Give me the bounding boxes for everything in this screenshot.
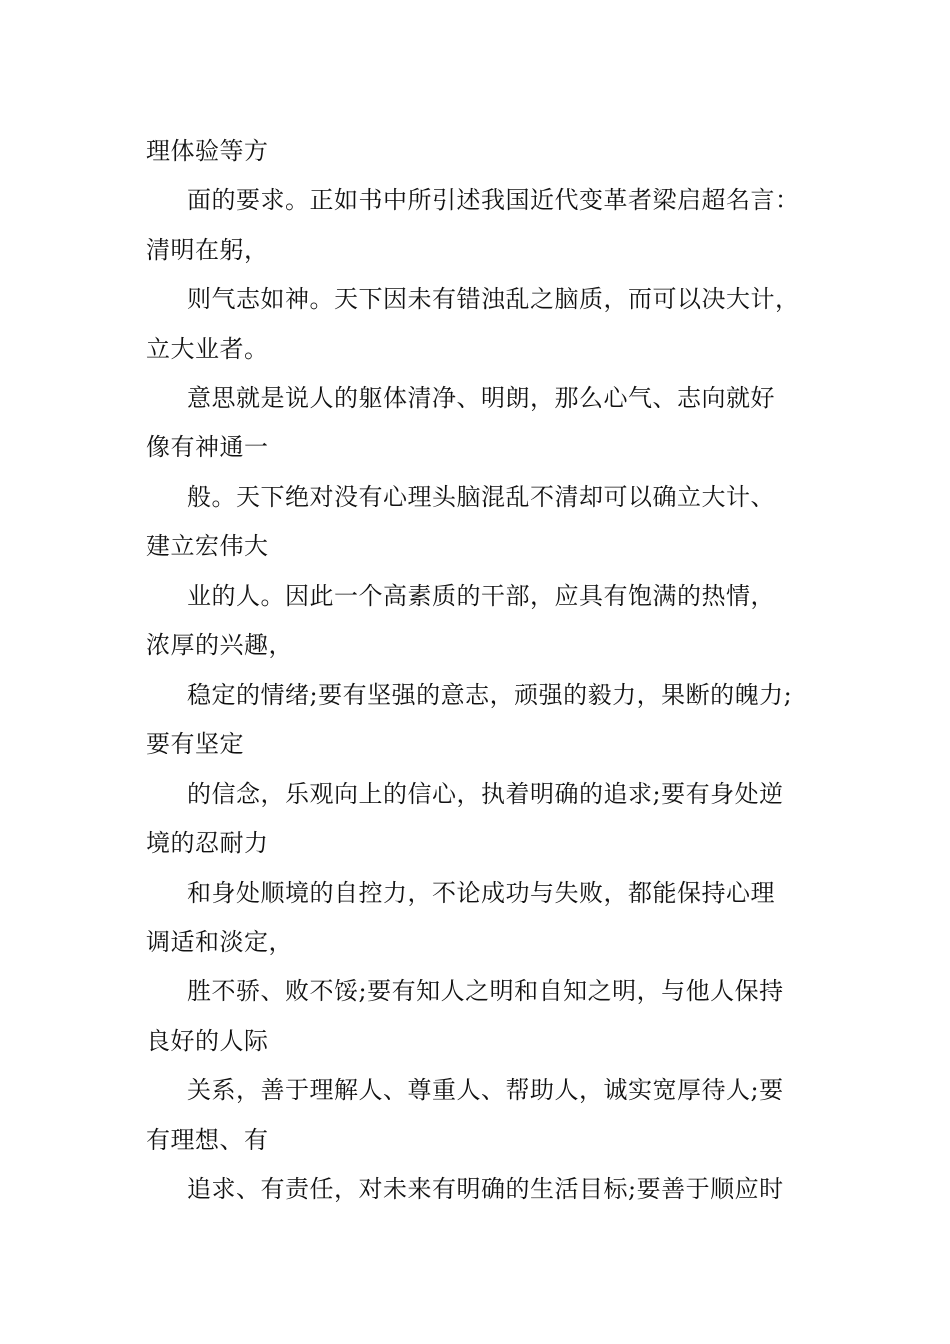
text-line: 的信念，乐观向上的信心，执着明确的追求;要有身处逆 xyxy=(187,780,784,808)
text-line: 立大业者。 xyxy=(146,335,269,363)
text-line: 理体验等方 xyxy=(146,137,269,165)
text-line: 胜不骄、败不馁;要有知人之明和自知之明，与他人保持 xyxy=(187,977,784,1005)
text-line: 稳定的情绪;要有坚强的意志，顽强的毅力，果断的魄力; xyxy=(187,681,793,709)
text-line: 意思就是说人的躯体清净、明朗，那么心气、志向就好 xyxy=(187,384,775,412)
text-line: 境的忍耐力 xyxy=(146,829,269,857)
text-line: 浓厚的兴趣， xyxy=(146,631,293,659)
text-line: 有理想、有 xyxy=(146,1126,269,1154)
text-line: 建立宏伟大 xyxy=(146,532,269,560)
text-line: 般。天下绝对没有心理头脑混乱不清却可以确立大计、 xyxy=(187,483,775,511)
text-line: 关系，善于理解人、尊重人、帮助人，诚实宽厚待人;要 xyxy=(187,1076,784,1104)
text-line: 追求、有责任，对未来有明确的生活目标;要善于顺应时 xyxy=(187,1175,784,1203)
text-line: 业的人。因此一个高素质的干部，应具有饱满的热情， xyxy=(187,582,775,610)
text-line: 良好的人际 xyxy=(146,1027,269,1055)
text-line: 要有坚定 xyxy=(146,730,244,758)
text-line: 面的要求。正如书中所引述我国近代变革者梁启超名言： xyxy=(187,186,800,214)
text-line: 调适和淡定， xyxy=(146,928,293,956)
text-line: 和身处顺境的自控力，不论成功与失败，都能保持心理 xyxy=(187,879,775,907)
text-line: 像有神通一 xyxy=(146,433,269,461)
text-line: 清明在躬， xyxy=(146,236,269,264)
text-line: 则气志如神。天下因未有错浊乱之脑质，而可以决大计， xyxy=(187,285,800,313)
